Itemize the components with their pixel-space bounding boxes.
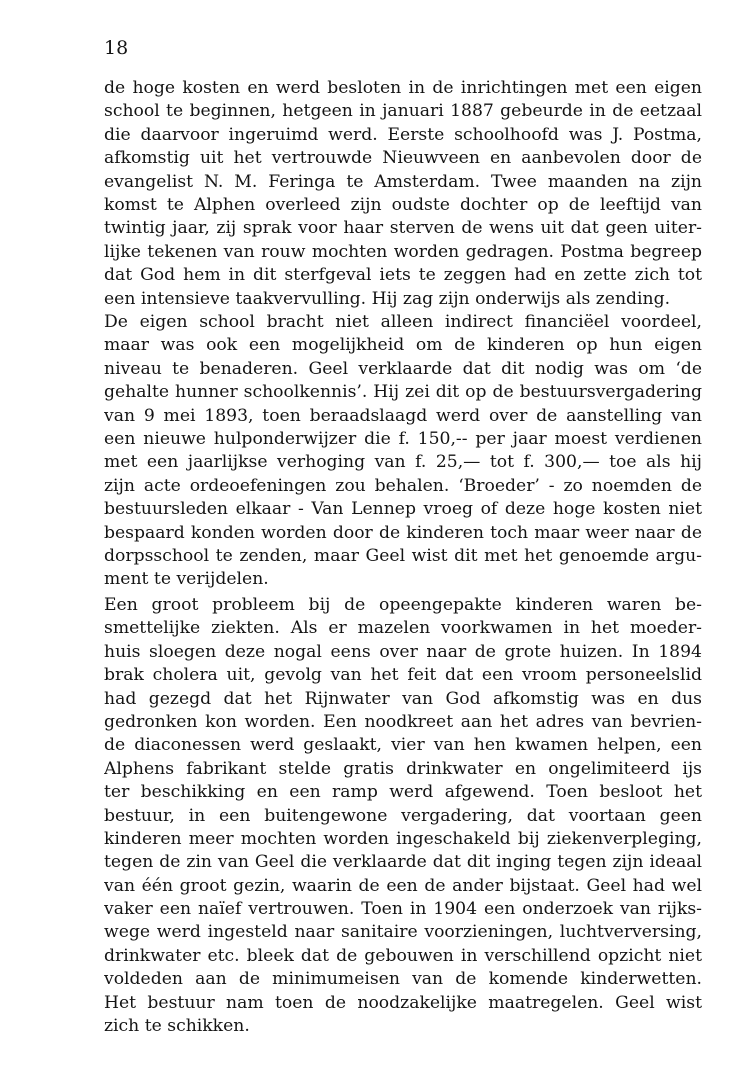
text-line: twintig jaar, zij sprak voor haar sterven de wens uit dat geen uiter- [104, 218, 702, 239]
text-line: had gezegd dat het Rijnwater van God afkomstig was en dus [104, 688, 702, 709]
page-number: 18 [104, 37, 129, 59]
text-line: smettelijke ziekten. Als er mazelen voorkwamen in het moeder- [104, 618, 702, 639]
text-line: een nieuwe hulponderwijzer die f. 150,-- per jaar moest verdienen [104, 428, 702, 449]
text-line: zich te schikken. [104, 1016, 250, 1037]
text-line: bespaard konden worden door de kinderen toch maar weer naar de [104, 522, 702, 543]
text-line: evangelist N. M. Feringa te Amsterdam. Twee maanden na zijn [104, 171, 702, 192]
text-line: school te beginnen, hetgeen in januari 1887 gebeurde in de eetzaal [104, 101, 702, 122]
text-line: De eigen school bracht niet alleen indirect financiëel voordeel, [104, 312, 702, 332]
text-line: ment te verijdelen. [104, 569, 269, 590]
text-line: de diaconessen werd geslaakt, vier van hen kwamen helpen, een [104, 735, 702, 756]
paragraph-2 [104, 311, 702, 592]
text-line: kinderen meer mochten worden ingeschakeld bij ziekenverpleging, [104, 828, 702, 849]
text-line: de hoge kosten en werd besloten in de inrichtingen met een eigen [104, 78, 702, 98]
text-line: tegen de zin van Geel die verklaarde dat dit inging tegen zijn ideaal [104, 852, 702, 873]
text-line: Alphens fabrikant stelde gratis drinkwater en ongelimiteerd ijs [104, 758, 702, 779]
text-line: bestuursleden elkaar - Van Lennep vroeg of deze hoge kosten niet [104, 499, 702, 520]
text-line: bestuur, in een buitengewone vergadering, dat voortaan geen [104, 805, 702, 826]
text-line: die daarvoor ingeruimd werd. Eerste schoolhoofd was J. Postma, [104, 124, 702, 145]
text-line: brak cholera uit, gevolg van het feit dat een vroom personeelslid [104, 665, 702, 686]
text-line: komst te Alphen overleed zijn oudste dochter op de leeftijd van [104, 194, 702, 215]
text-line: maar was ook een mogelijkheid om de kinderen op hun eigen [104, 335, 702, 356]
text-line: Een groot probleem bij de opeengepakte kinderen waren be- [104, 595, 702, 615]
text-line: afkomstig uit het vertrouwde Nieuwveen en aanbevolen door de [104, 148, 702, 169]
text-line: wege werd ingesteld naar sanitaire voorzieningen, luchtverversing, [104, 922, 702, 943]
paragraph-1 [104, 77, 702, 311]
text-line: zijn acte ordeoefeningen zou behalen. ‘Broeder’ - zo noemden de [104, 475, 702, 496]
paragraph-3 [104, 594, 702, 1038]
text-line: voldeden aan de minimumeisen van de komende kinderwetten. [104, 969, 702, 990]
text-line: van één groot gezin, waarin de een de ander bijstaat. Geel had wel [104, 875, 702, 896]
text-line: met een jaarlijkse verhoging van f. 25,— tot f. 300,— toe als hij [104, 452, 702, 473]
text-line: niveau te benaderen. Geel verklaarde dat dit nodig was om ‘de [104, 358, 702, 379]
text-line: gehalte hunner schoolkennis’. Hij zei dit op de bestuursvergadering [104, 382, 702, 403]
text-line: huis sloegen deze nogal eens over naar de grote huizen. In 1894 [104, 641, 702, 662]
text-line: gedronken kon worden. Een noodkreet aan het adres van bevrien- [104, 711, 702, 732]
text-line: van 9 mei 1893, toen beraadslaagd werd over de aanstelling van [104, 405, 702, 426]
text-line: drinkwater etc. bleek dat de gebouwen in verschillend opzicht niet [104, 945, 702, 966]
text-line: Het bestuur nam toen de noodzakelijke maatregelen. Geel wist [104, 992, 702, 1013]
text-line: dat God hem in dit sterfgeval iets te zeggen had en zette zich tot [104, 265, 702, 286]
text-line: een intensieve taakvervulling. Hij zag zijn onderwijs als zending. [104, 288, 671, 309]
text-line: vaker een naïef vertrouwen. Toen in 1904 een onderzoek van rijks- [104, 899, 702, 920]
text-line: ter beschikking en een ramp werd afgewend. Toen besloot het [104, 782, 702, 803]
text-line: dorpsschool te zenden, maar Geel wist dit met het genoemde argu- [104, 545, 702, 566]
text-line: lijke tekenen van rouw mochten worden gedragen. Postma begreep [104, 241, 702, 262]
